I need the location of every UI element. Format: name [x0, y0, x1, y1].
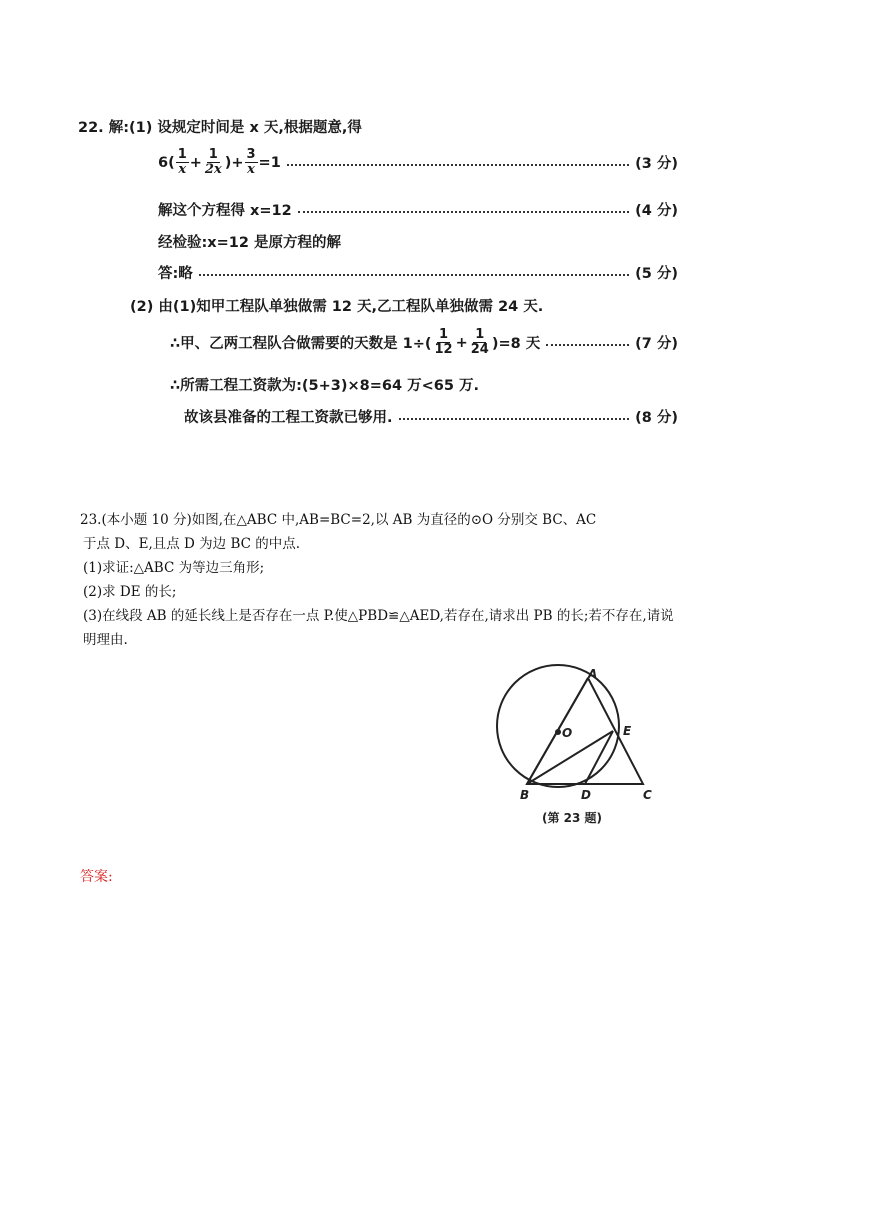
fraction-1-over-x: $\frac{1}{x}$ [177, 147, 187, 177]
figure-caption: (第 23 题) [542, 811, 603, 825]
fraction-1-over-12: $\frac{1}{12}$ [434, 327, 453, 357]
dotted-leader [287, 164, 629, 166]
score-4: (4 分) [635, 203, 678, 219]
dotted-leader [399, 418, 630, 420]
q23-line-1: 23.(本小题 10 分)如图,在△ABC 中,AB=BC=2,以 AB 为直径的⊙O 分别交 BC、AC [80, 512, 597, 528]
q23-figure [486, 664, 666, 836]
dotted-leader [199, 274, 629, 276]
eq-prefix: 6( [158, 154, 175, 171]
q23-line-6: 明理由. [83, 632, 128, 648]
circle-o [497, 665, 619, 787]
label-o: O [562, 726, 573, 740]
q22-answer-line: 答:略 (5 分) [158, 262, 678, 283]
q23-text [80, 508, 800, 652]
fraction-1-over-2x: $\frac{1}{2x}$ [204, 147, 222, 177]
dotted-leader [298, 211, 629, 213]
score-7: (7 分) [635, 336, 678, 352]
answer-label: 答案: [80, 869, 113, 885]
fraction-3-over-x: $\frac{3}{x}$ [246, 147, 256, 177]
q22-equation-line: 6( $\frac{1}{x}$ + $\frac{1}{2x}$ )+ $\frac{3}{x}$ =1 (3 分) [158, 147, 678, 177]
label-c: C [643, 788, 652, 802]
q22-header: 22. 解:(1) 设规定时间是 x 天,根据题意,得 [78, 120, 362, 136]
q22-part2-intro: (2) 由(1)知甲工程队单独做需 12 天,乙工程队单独做需 24 天. [130, 299, 544, 315]
label-e: E [623, 724, 632, 738]
q23-line-2: 于点 D、E,且点 D 为边 BC 的中点. [83, 536, 301, 552]
q23-line-4: (2)求 DE 的长; [83, 584, 177, 600]
label-d: D [581, 788, 591, 802]
q22-conclusion-line: 故该县准备的工程工资款已够用. (8 分) [184, 406, 678, 427]
q22-days-line: ∴甲、乙两工程队合做需要的天数是 1÷( $\frac{1}{12}$ + $\frac{1}{24}$ )=8 天 (7 分) [170, 327, 678, 357]
q22-check-line: 经检验:x=12 是原方程的解 [158, 235, 342, 251]
fraction-1-over-24: $\frac{1}{24}$ [470, 327, 489, 357]
q23-line-3: (1)求证:△ABC 为等边三角形; [83, 560, 265, 576]
q22-solution [78, 110, 698, 440]
score-8: (8 分) [635, 410, 678, 426]
q23-line-5: (3)在线段 AB 的延长线上是否存在一点 P.使△PBD≌△AED,若存在,请求出 PB 的长;若不存在,请说 [83, 608, 674, 624]
label-a: A [588, 667, 598, 681]
dotted-leader [546, 344, 629, 346]
q22-solve-line: 解这个方程得 x=12 (4 分) [158, 199, 678, 220]
center-point-o [555, 729, 561, 735]
score-3: (3 分) [635, 156, 678, 172]
label-b: B [520, 788, 530, 802]
q22-cost-line: ∴所需工程工资款为:(5+3)×8=64 万<65 万. [170, 378, 479, 394]
score-5: (5 分) [635, 266, 678, 282]
